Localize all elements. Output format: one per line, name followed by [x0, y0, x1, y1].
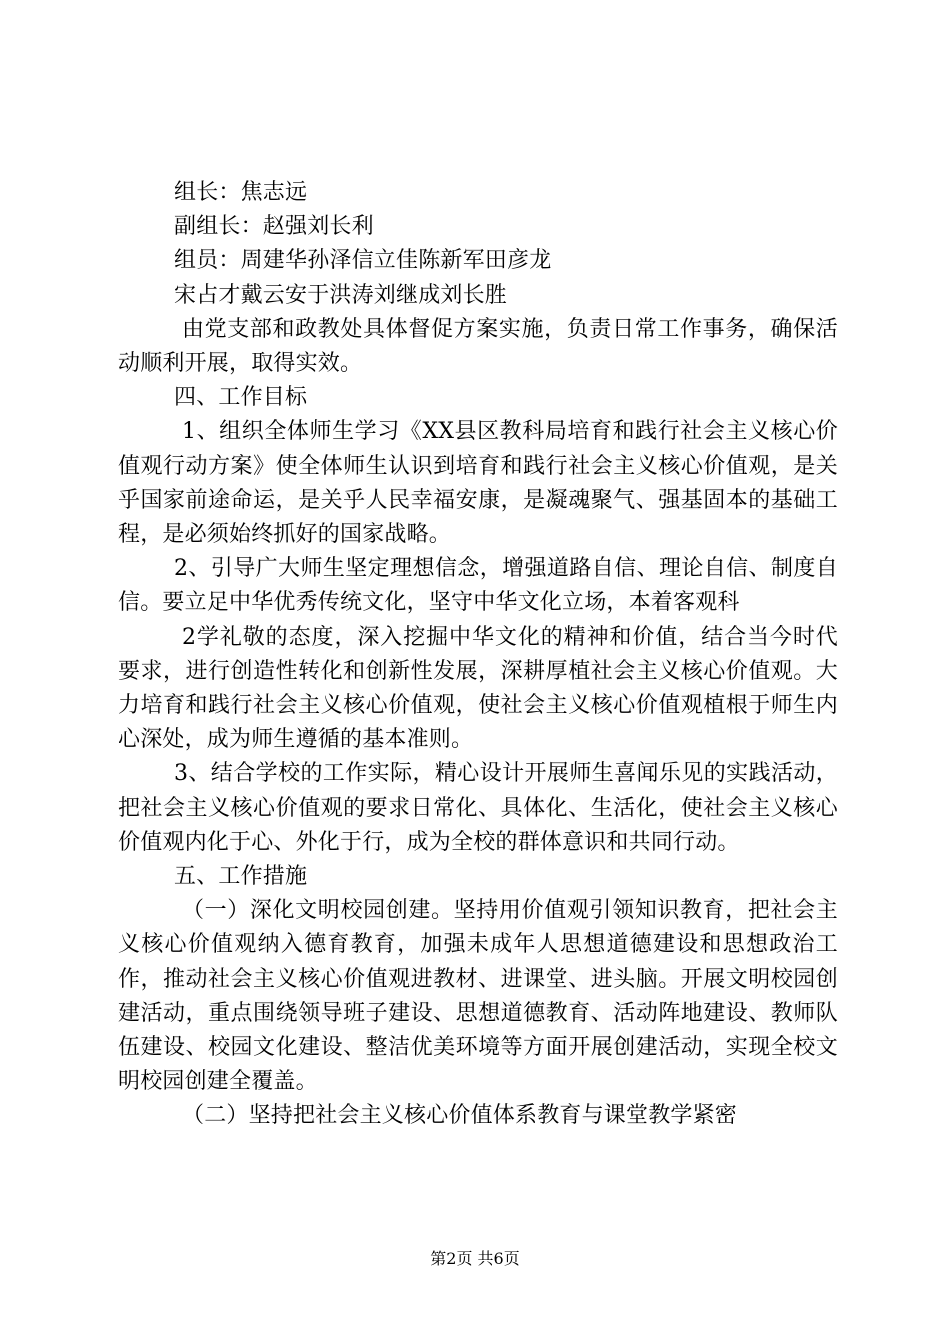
section-heading-goals: 四、工作目标 — [174, 385, 308, 411]
paragraph-members-continued: 宋占才戴云安于洪涛刘继成刘长胜 — [174, 282, 508, 308]
paragraph-responsibility: 由党支部和政教处具体督促方案实施，负责日常工作事务，确保活动顺利开展，取得实效。 — [118, 316, 838, 377]
paragraph-members: 组员：周建华孙泽信立佳陈新军田彦龙 — [174, 248, 552, 274]
paragraph-goal-1: 1、组织全体师生学习《XX县区教科局培育和践行社会主义核心价值观行动方案》使全体师生认识到培育和践行社会主义核心价值观，是关乎国家前途命运，是关乎人民幸福安康，是凝魂聚气、强基固本的基础工程，是必须始终抓好的国家战略。 — [118, 419, 838, 548]
paragraph-measure-2: （二）坚持把社会主义核心价值体系教育与课堂教学紧密 — [182, 1103, 738, 1129]
section-heading-measures: 五、工作措施 — [174, 864, 308, 890]
paragraph-leader: 组长：焦志远 — [174, 180, 308, 205]
paragraph-measure-1: （一）深化文明校园创建。坚持用价值观引领知识教育，把社会主义核心价值观纳入德育教育，加强未成年人思想道德建设和思想政治工作，推动社会主义核心价值观进教材、进课堂、进头脑。开展文明校园创建活动，重点围绕领导班子建设、思想道德教育、活动阵地建设、教师队伍建设、校园文化建设、整洁优美环境等方面开展创建活动，实现全校文明校园创建全覆盖。 — [118, 898, 838, 1095]
document-body — [118, 176, 838, 1134]
paragraph-goal-2-continued: 2学礼敬的态度，深入挖掘中华文化的精神和价值，结合当今时代要求，进行创造性转化和创新性发展，深耕厚植社会主义核心价值观。大力培育和践行社会主义核心价值观，使社会主义核心价值观植根于师生内心深处，成为师生遵循的基本准则。 — [118, 624, 838, 753]
paragraph-deputy-leader: 副组长：赵强刘长利 — [174, 214, 374, 240]
page-number-footer: 第2页 共6页 — [430, 1249, 520, 1268]
paragraph-goal-2: 2、引导广大师生坚定理想信念，增强道路自信、理论自信、制度自信。要立足中华优秀传统文化，坚守中华文化立场，本着客观科 — [118, 556, 838, 616]
paragraph-goal-3: 3、结合学校的工作实际，精心设计开展师生喜闻乐见的实践活动，把社会主义核心价值观的要求日常化、具体化、生活化，使社会主义核心价值观内化于心、外化于行，成为全校的群体意识和共同行动。 — [118, 761, 838, 855]
